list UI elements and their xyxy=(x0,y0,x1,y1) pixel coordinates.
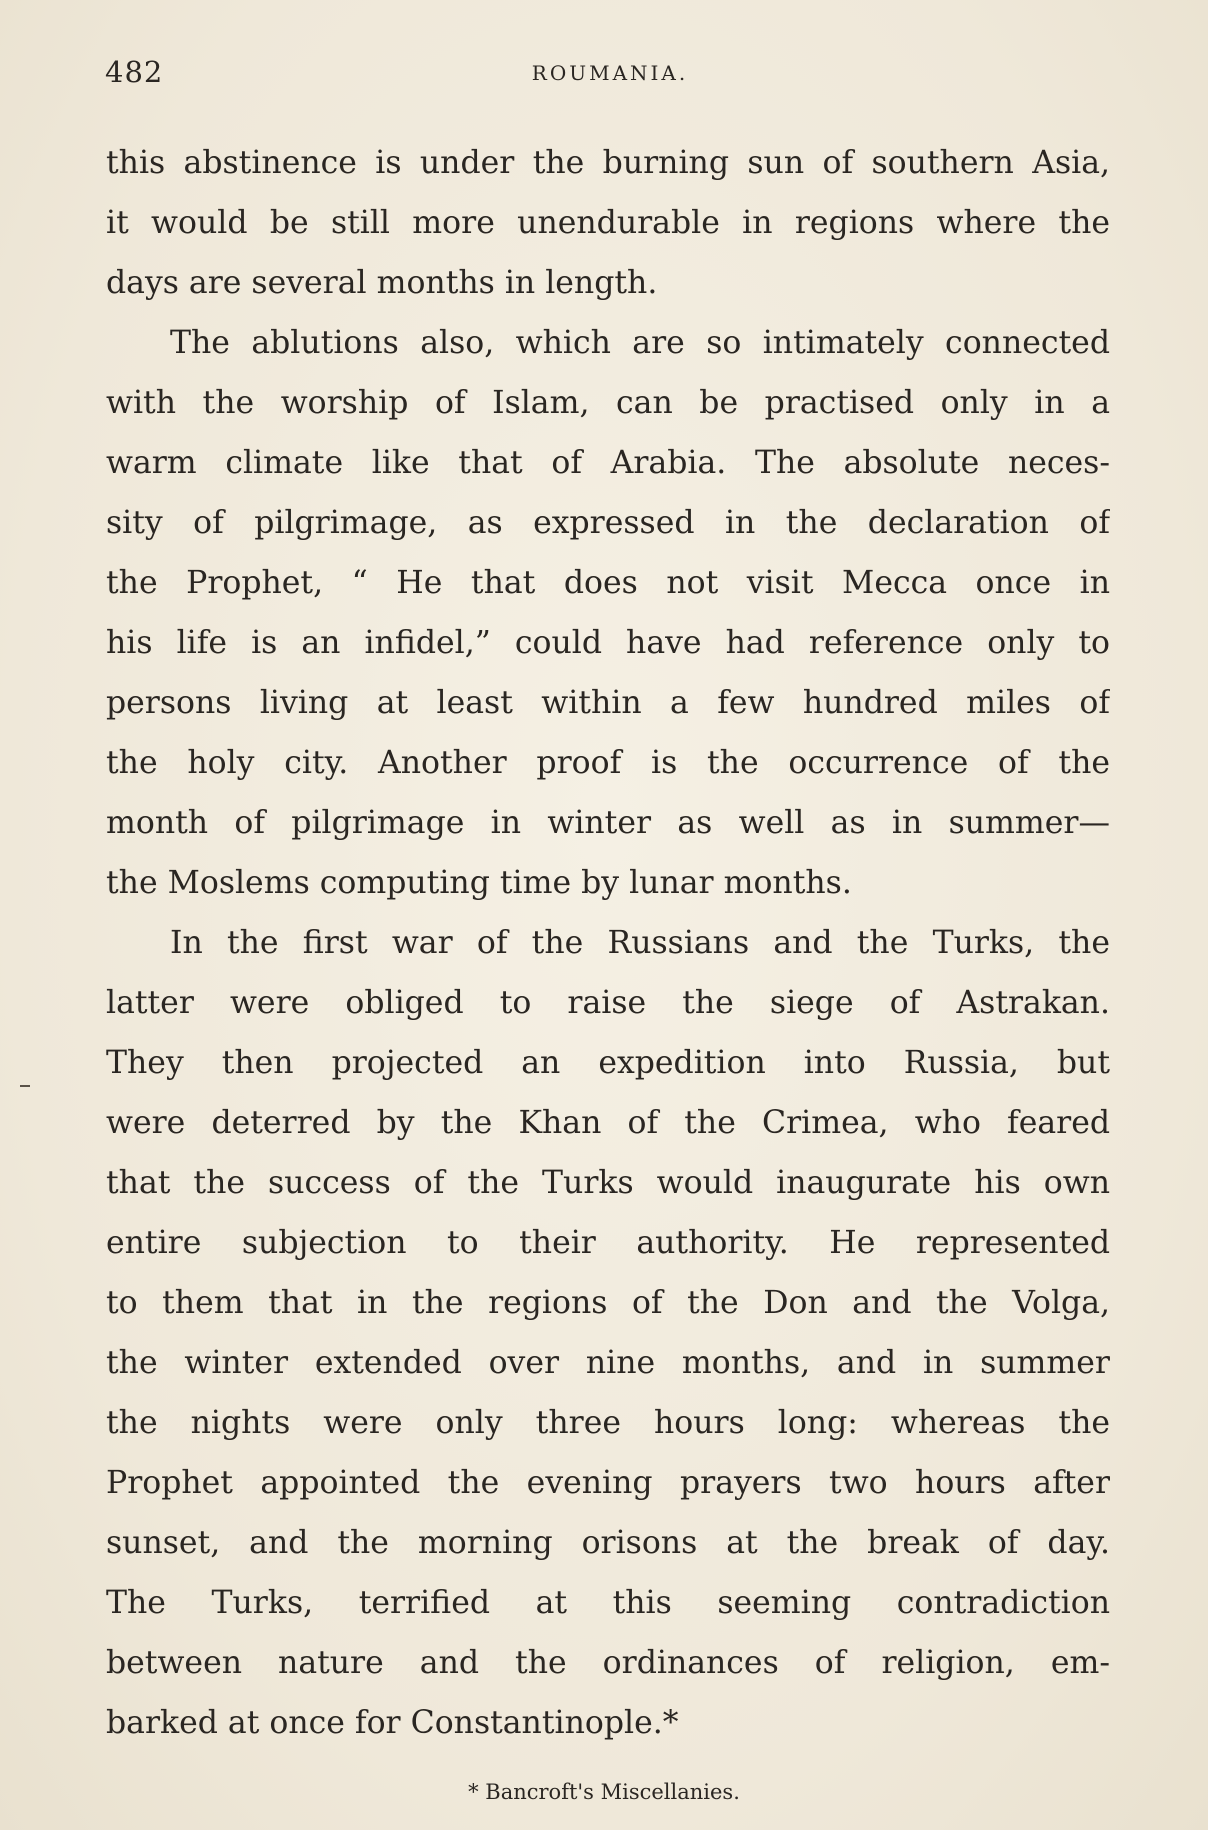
running-title: ROUMANIA. xyxy=(531,61,689,85)
text-line: sity of pilgrimage, as expressed in the declaration of xyxy=(106,505,1110,541)
text-line: the nights were only three hours long: whereas the xyxy=(106,1405,1110,1441)
footnote: * Bancroft's Miscellanies. xyxy=(468,1780,740,1804)
body-text xyxy=(106,133,1110,1753)
text-line: They then projected an expedition into Russia, but xyxy=(106,1045,1110,1081)
text-line: persons living at least within a few hundred miles of xyxy=(106,685,1110,721)
text-line: The ablutions also, which are so intimately connected xyxy=(170,325,1110,361)
text-line: Prophet appointed the evening prayers two hours after xyxy=(106,1465,1110,1501)
text-line: between nature and the ordinances of religion, em- xyxy=(106,1645,1110,1681)
text-line: it would be still more unendurable in regions where the xyxy=(106,205,1110,241)
text-line: entire subjection to their authority. He represented xyxy=(106,1225,1110,1261)
text-line: In the first war of the Russians and the Turks, the xyxy=(170,925,1110,961)
text-line: the Moslems computing time by lunar months. xyxy=(106,865,852,901)
text-line: latter were obliged to raise the siege of Astrakan. xyxy=(106,985,1110,1021)
margin-mark xyxy=(20,1085,30,1087)
page-number: 482 xyxy=(105,55,164,89)
text-line: month of pilgrimage in winter as well as in summer— xyxy=(106,805,1110,841)
text-line: days are several months in length. xyxy=(106,265,658,301)
text-line: the winter extended over nine months, and in summer xyxy=(106,1345,1110,1381)
text-line: his life is an infidel,” could have had reference only to xyxy=(106,625,1110,661)
running-head xyxy=(105,55,1115,95)
text-line: warm climate like that of Arabia. The absolute neces- xyxy=(106,445,1110,481)
text-line: that the success of the Turks would inaugurate his own xyxy=(106,1165,1110,1201)
text-line: to them that in the regions of the Don and the Volga, xyxy=(106,1285,1110,1321)
text-line: were deterred by the Khan of the Crimea, who feared xyxy=(106,1105,1110,1141)
text-line: this abstinence is under the burning sun of southern Asia, xyxy=(106,145,1110,181)
text-line: The Turks, terrified at this seeming contradiction xyxy=(106,1585,1110,1621)
text-line: the Prophet, “ He that does not visit Mecca once in xyxy=(106,565,1110,601)
text-line: sunset, and the morning orisons at the break of day. xyxy=(106,1525,1110,1561)
text-line: with the worship of Islam, can be practised only in a xyxy=(106,385,1110,421)
text-line: barked at once for Constantinople.* xyxy=(106,1705,679,1741)
text-line: the holy city. Another proof is the occurrence of the xyxy=(106,745,1110,781)
